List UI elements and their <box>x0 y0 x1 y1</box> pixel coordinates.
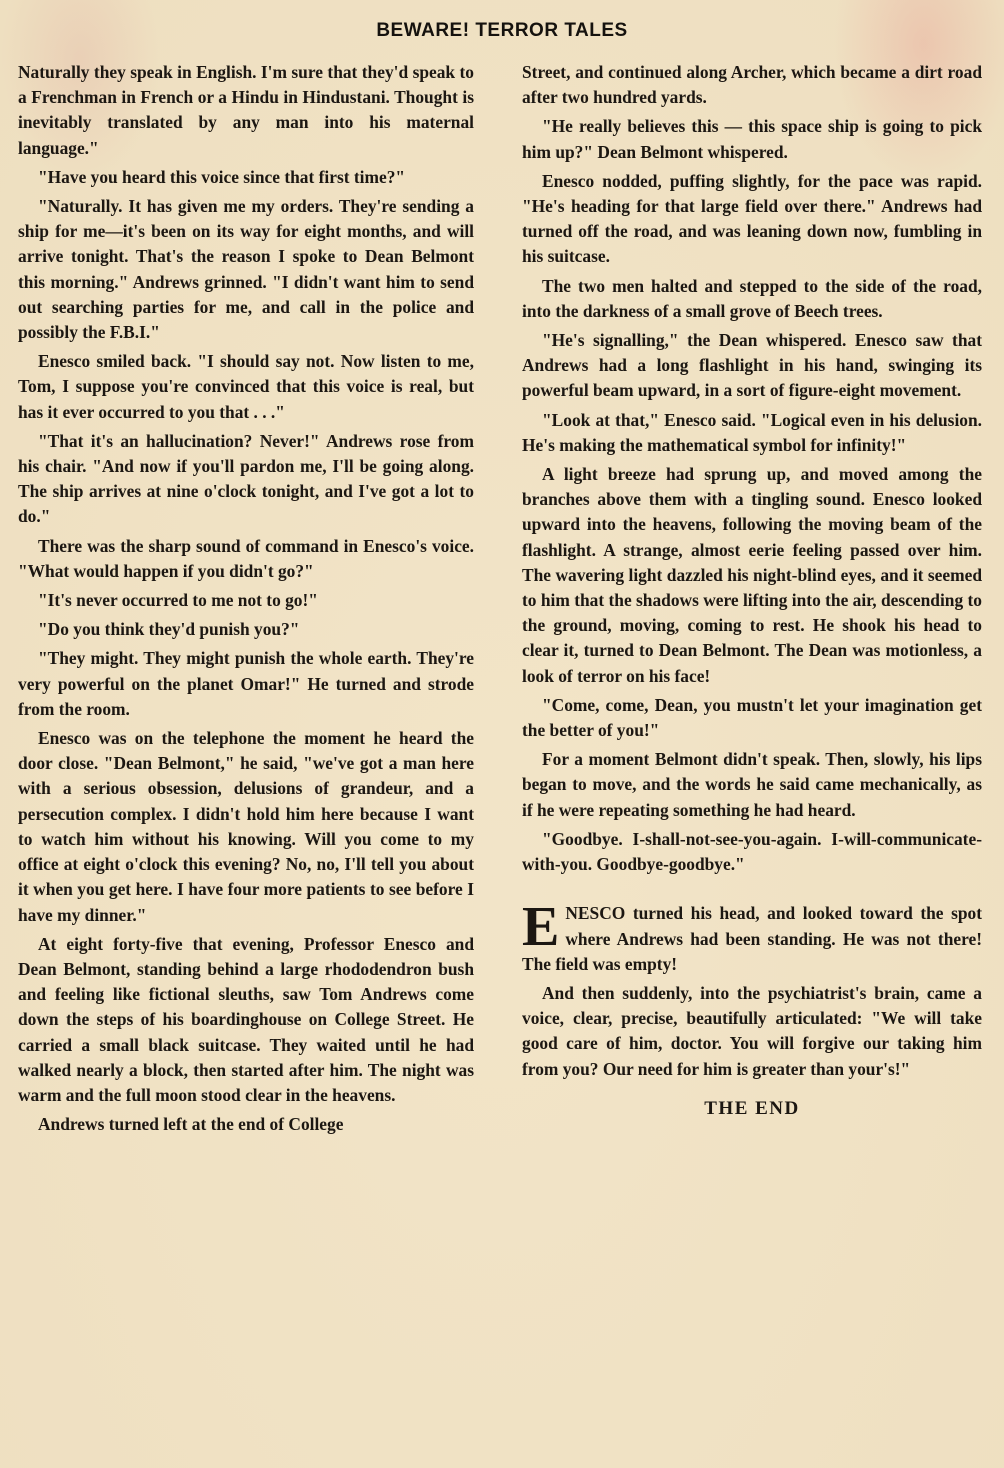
drop-cap: E <box>522 896 560 959</box>
paragraph: And then suddenly, into the psychiatrist's brain, came a voice, clear, precise, beautifully articulated: "We will take good care of him, doctor. You will forgive our taking him from you? Our need for him is greater than your's!" <box>522 982 982 1079</box>
paragraph: Naturally they speak in English. I'm sure that they'd speak to a Frenchman in French or a Hindu in Hindustani. Thought is inevitably translated by any man into his maternal language." <box>18 62 474 158</box>
paragraph: For a moment Belmont didn't speak. Then, slowly, his lips began to move, and the words he said came mechanically, as if he were repeating something he had heard. <box>522 749 982 820</box>
right-column <box>522 60 982 1125</box>
paragraph: Andrews turned left at the end of College <box>38 1114 344 1135</box>
paragraph: "Goodbye. I-shall-not-see-you-again. I-will-communicate-with-you. Goodbye-goodbye." <box>522 828 982 875</box>
paragraph: "Do you think they'd punish you?" <box>38 619 300 640</box>
paragraph: There was the sharp sound of command in Enesco's voice. "What would happen if you didn't go?" <box>18 535 474 581</box>
the-end-label: THE END <box>704 1097 800 1119</box>
paragraph: "Come, come, Dean, you mustn't let your imagination get the better of you!" <box>522 694 982 741</box>
closing-paragraph <box>522 896 982 977</box>
paragraph: Enesco smiled back. "I should say not. Now listen to me, Tom, I suppose you're convinced that this voice is real, but has it ever occurred to you that . . ." <box>18 351 474 422</box>
paragraph: "Look at that," Enesco said. "Logical even in his delusion. He's making the mathematical symbol for infinity!" <box>522 409 982 455</box>
left-column <box>18 60 474 1141</box>
paragraph: The two men halted and stepped to the side of the road, into the darkness of a small grove of Beech trees. <box>522 275 982 321</box>
paragraph: "It's never occurred to me not to go!" <box>38 590 318 611</box>
paragraph: "He's signalling," the Dean whispered. Enesco saw that Andrews had a long flashlight in his hand, swinging its powerful beam upward, in a sort of figure-eight movement. <box>522 330 982 401</box>
paragraph: "Have you heard this voice since that first time?" <box>38 166 406 187</box>
paragraph: "Naturally. It has given me my orders. They're sending a ship for me—it's been on its way for eight months, and will arrive tonight. That's the reason I spoke to Dean Belmont this morning." Andrews grinned. "I didn't want him to send out searching parties for me, and call in the police and possibly the F.B.I." <box>18 196 474 343</box>
paragraph: Enesco was on the telephone the moment he heard the door close. "Dean Belmont," he said, "we've got a man here with a serious obsession, delusions of grandeur, and a persecution complex. I didn't hold him here because I want to watch him without his knowing. Will you come to my office at eight o'clock this evening? No, no, I'll tell you about it when you get here. I have four more patients to see before I have my dinner." <box>18 728 474 925</box>
paragraph: "That it's an hallucination? Never!" Andrews rose from his chair. "And now if you'll pardon me, I'll be going along. The ship arrives at nine o'clock tonight, and I've got a lot to do." <box>18 430 474 527</box>
paragraph: At eight forty-five that evening, Professor Enesco and Dean Belmont, standing behind a large rhododendron bush and feeling like fictional sleuths, saw Tom Andrews come down the steps of his boardinghouse on College Street. He carried a small black suitcase. They waited until he had walked nearly a block, then started after him. The night was warm and the full moon stood clear in the heavens. <box>18 933 474 1105</box>
paragraph: A light breeze had sprung up, and moved among the branches above them with a tingling sound. Enesco looked upward into the heavens, following the moving beam of the flashlight. A strange, almost eerie feeling passed over him. The wavering light dazzled his night-blind eyes, and it seemed to him that the shadows were lifting into the air, descending to the ground, moving, coming to rest. He shook his head to clear it, turned to Dean Belmont. The Dean was motionless, a look of terror on his face! <box>522 464 982 686</box>
paragraph: "They might. They might punish the whole earth. They're very powerful on the planet Omar!" He turned and strode from the room. <box>18 648 474 719</box>
paragraph: Street, and continued along Archer, which became a dirt road after two hundred yards. <box>522 62 982 108</box>
paragraph: Enesco nodded, puffing slightly, for the pace was rapid. "He's heading for that large field over there." Andrews had turned off the road, and was leaning down now, fumbling in his suitcase. <box>522 170 982 267</box>
page-title: BEWARE! TERROR TALES <box>376 20 628 41</box>
paragraph: "He really believes this — this space ship is going to pick him up?" Dean Belmont whispered. <box>522 116 982 162</box>
closing-paragraph-text: NESCO turned his head, and looked toward the spot where Andrews had been standing. He was not there! The field was empty! <box>522 903 982 974</box>
section-break <box>522 881 982 901</box>
